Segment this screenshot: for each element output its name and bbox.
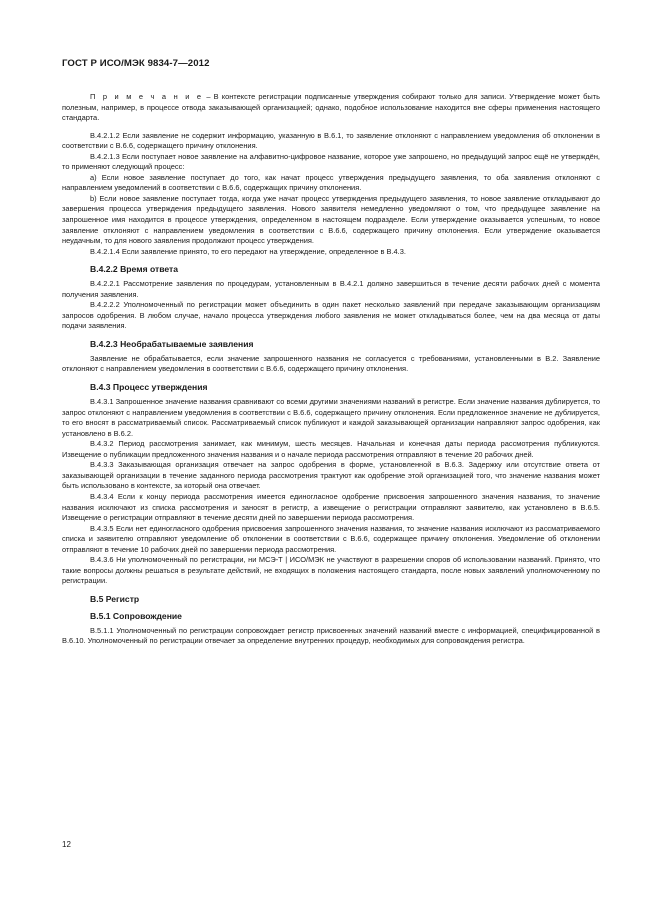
paragraph-b431: B.4.3.1 Запрошенное значение названия сравнивают со всеми другими значениями названий в регистре. Если значение названия дублируется, то запрос отклоняют с направлением уведомления в соответствии с В.6.6, содержащего причину отклонения. Если предложенное значение не дублируется, то его вносят в рассматриваемый список. Рассматриваемый список публикуют и каждой заказывающей организации направляют запрос одобрения, как установлено в В.6.2. — [62, 397, 600, 438]
paragraph-b432: B.4.3.2 Период рассмотрения занимает, как минимум, шесть месяцев. Начальная и конечная даты периода рассмотрения публикуются. Извещение о публикации предложенного значения названия и о начале периода рассмотрения отправляют в течение 20 рабочих дней. — [62, 439, 600, 459]
paragraph-b4213: B.4.2.1.3 Если поступает новое заявление на алфавитно-цифровое название, которое уже запрошено, но предыдущий запрос ещё не утверждён, то применяют следующий процесс: — [62, 151, 600, 172]
paragraph-b436: B.4.3.6 Ни уполномоченный по регистрации, ни МСЭ-Т | ИСО/МЭК не участвуют в разрешении споров об использовании названий. Принято, что такие вопросы должны решаться в результате действий, не входящих в положения настоящего стандарта, после новых заявлений уполномоченному по регистрации. — [62, 555, 600, 586]
paragraph-b434: B.4.3.4 Если к концу периода рассмотрения имеется единогласное одобрение присвоения запрошенного значения названия, то значение названия исключают из списка рассмотрения и заносят в регистр, а извещение о регистрации отправляют заявителю, как установлено в В.6.5. Извещение о регистрации отправляют в течение десяти дней по завершении периода рассмотрения. — [62, 491, 600, 523]
paragraph-item-a: а) Если новое заявление поступает до того, как начат процесс утверждения предыдущего заявления, то оба заявления отклоняют с направлением уведомлений в соответствии с В.6.6, содержащих причину отклонения. — [62, 172, 600, 193]
heading-b51: B.5.1 Сопровождение — [90, 610, 182, 621]
heading-b422: B.4.2.2 Время ответа — [90, 264, 179, 275]
paragraph-b433: B.4.3.3 Заказывающая организация отвечает на запрос одобрения в форме, установленной в В.6.3. Задержку или отсутствие ответа от заказывающей организации в течение заданного периода рассмотрения трактуют как одобрение этой организацией того, что значение названия может быть использовано в контексте, за который она отвечает. — [62, 460, 600, 491]
paragraph-b4214: B.4.2.1.4 Если заявление принято, то его передают на утверждение, определенное в В.4.3. — [90, 246, 406, 256]
paragraph-b4212: B.4.2.1.2 Если заявление не содержит информацию, указанную в В.6.1, то заявление отклоняют с направлением уведомления об отклонении в соответствии с В.6.6, содержащего причину отклонения. — [62, 130, 600, 151]
paragraph-b435: B.4.3.5 Если нет единогласного одобрения присвоения запрошенного значения названия, то значение названия исключают из рассматриваемого списка и заявителю отправляют уведомление об отклонении в соответствии с В.6.6, содержащее причину отклонения. Уведомление об отклонении отправляют в течение 10 рабочих дней по завершении периода рассмотрения. — [62, 523, 600, 554]
heading-b43: B.4.3 Процесс утверждения — [90, 382, 208, 393]
note-label: П р и м е ч а н и е — [90, 92, 204, 101]
paragraph-b4222: B.4.2.2.2 Уполномоченный по регистрации может объединить в один пакет несколько заявлений при передаче заказывающим организациям запросов одобрения. В любом случае, начало процесса утверждения любого заявления не может откладываться более, чем на два месяца от даты подачи заявления. — [62, 300, 600, 331]
page-number: 12 — [62, 840, 71, 849]
paragraph-b4221: B.4.2.2.1 Рассмотрение заявления по процедурам, установленным в В.4.2.1 должно завершиться в течение десяти рабочих дней с момента получения заявления. — [62, 279, 600, 299]
heading-b423: B.4.2.3 Необрабатываемые заявления — [90, 338, 254, 349]
standard-header: ГОСТ Р ИСО/МЭК 9834-7—2012 — [62, 58, 210, 69]
document-body — [62, 92, 600, 647]
paragraph-b423-text: Заявление не обрабатывается, если значение запрошенного названия не согласуется с требованиями, установленными в В.2. Заявление отклоняют с направлением уведомления в соответствии с В.6.6, содержащего причину отклонения. — [62, 353, 600, 374]
note-text: – В контексте регистрации подписанные утверждения собирают только для записи. Утверждение может быть полезным, например, в процессе отвода заказывающей организацией; однако, подобное использование находится вне сферы применения настоящего стандарта. — [62, 92, 600, 123]
paragraph-item-b: b) Если новое заявление поступает тогда, когда уже начат процесс утверждения предыдущего заявления, то новое заявление откладывают до завершения процесса утверждения предыдущего заявления. Нового заявителя немедленно уведомляют о том, что предыдущее заявление на запрошенное имя находится в процессе утверждения, определенном в настоящем подразделе. Если утверждение оказывается успешным, то новое заявление отклоняют с направлением уведомления в соответствии с В.6.6, содержащего причину отклонения. Если утверждение оказывается неудачным, то для нового заявления продолжают процесс утверждения. — [62, 193, 600, 246]
note-paragraph — [62, 92, 600, 124]
heading-b5: B.5 Регистр — [90, 593, 140, 604]
paragraph-b511: B.5.1.1 Уполномоченный по регистрации сопровождает регистр присвоенных значений названий вместе с информацией, специфицированной в В.6.10. Уполномоченный по регистрации отвечает за определение внутренних процедур, необходимых для сопровождения регистра. — [62, 625, 600, 646]
